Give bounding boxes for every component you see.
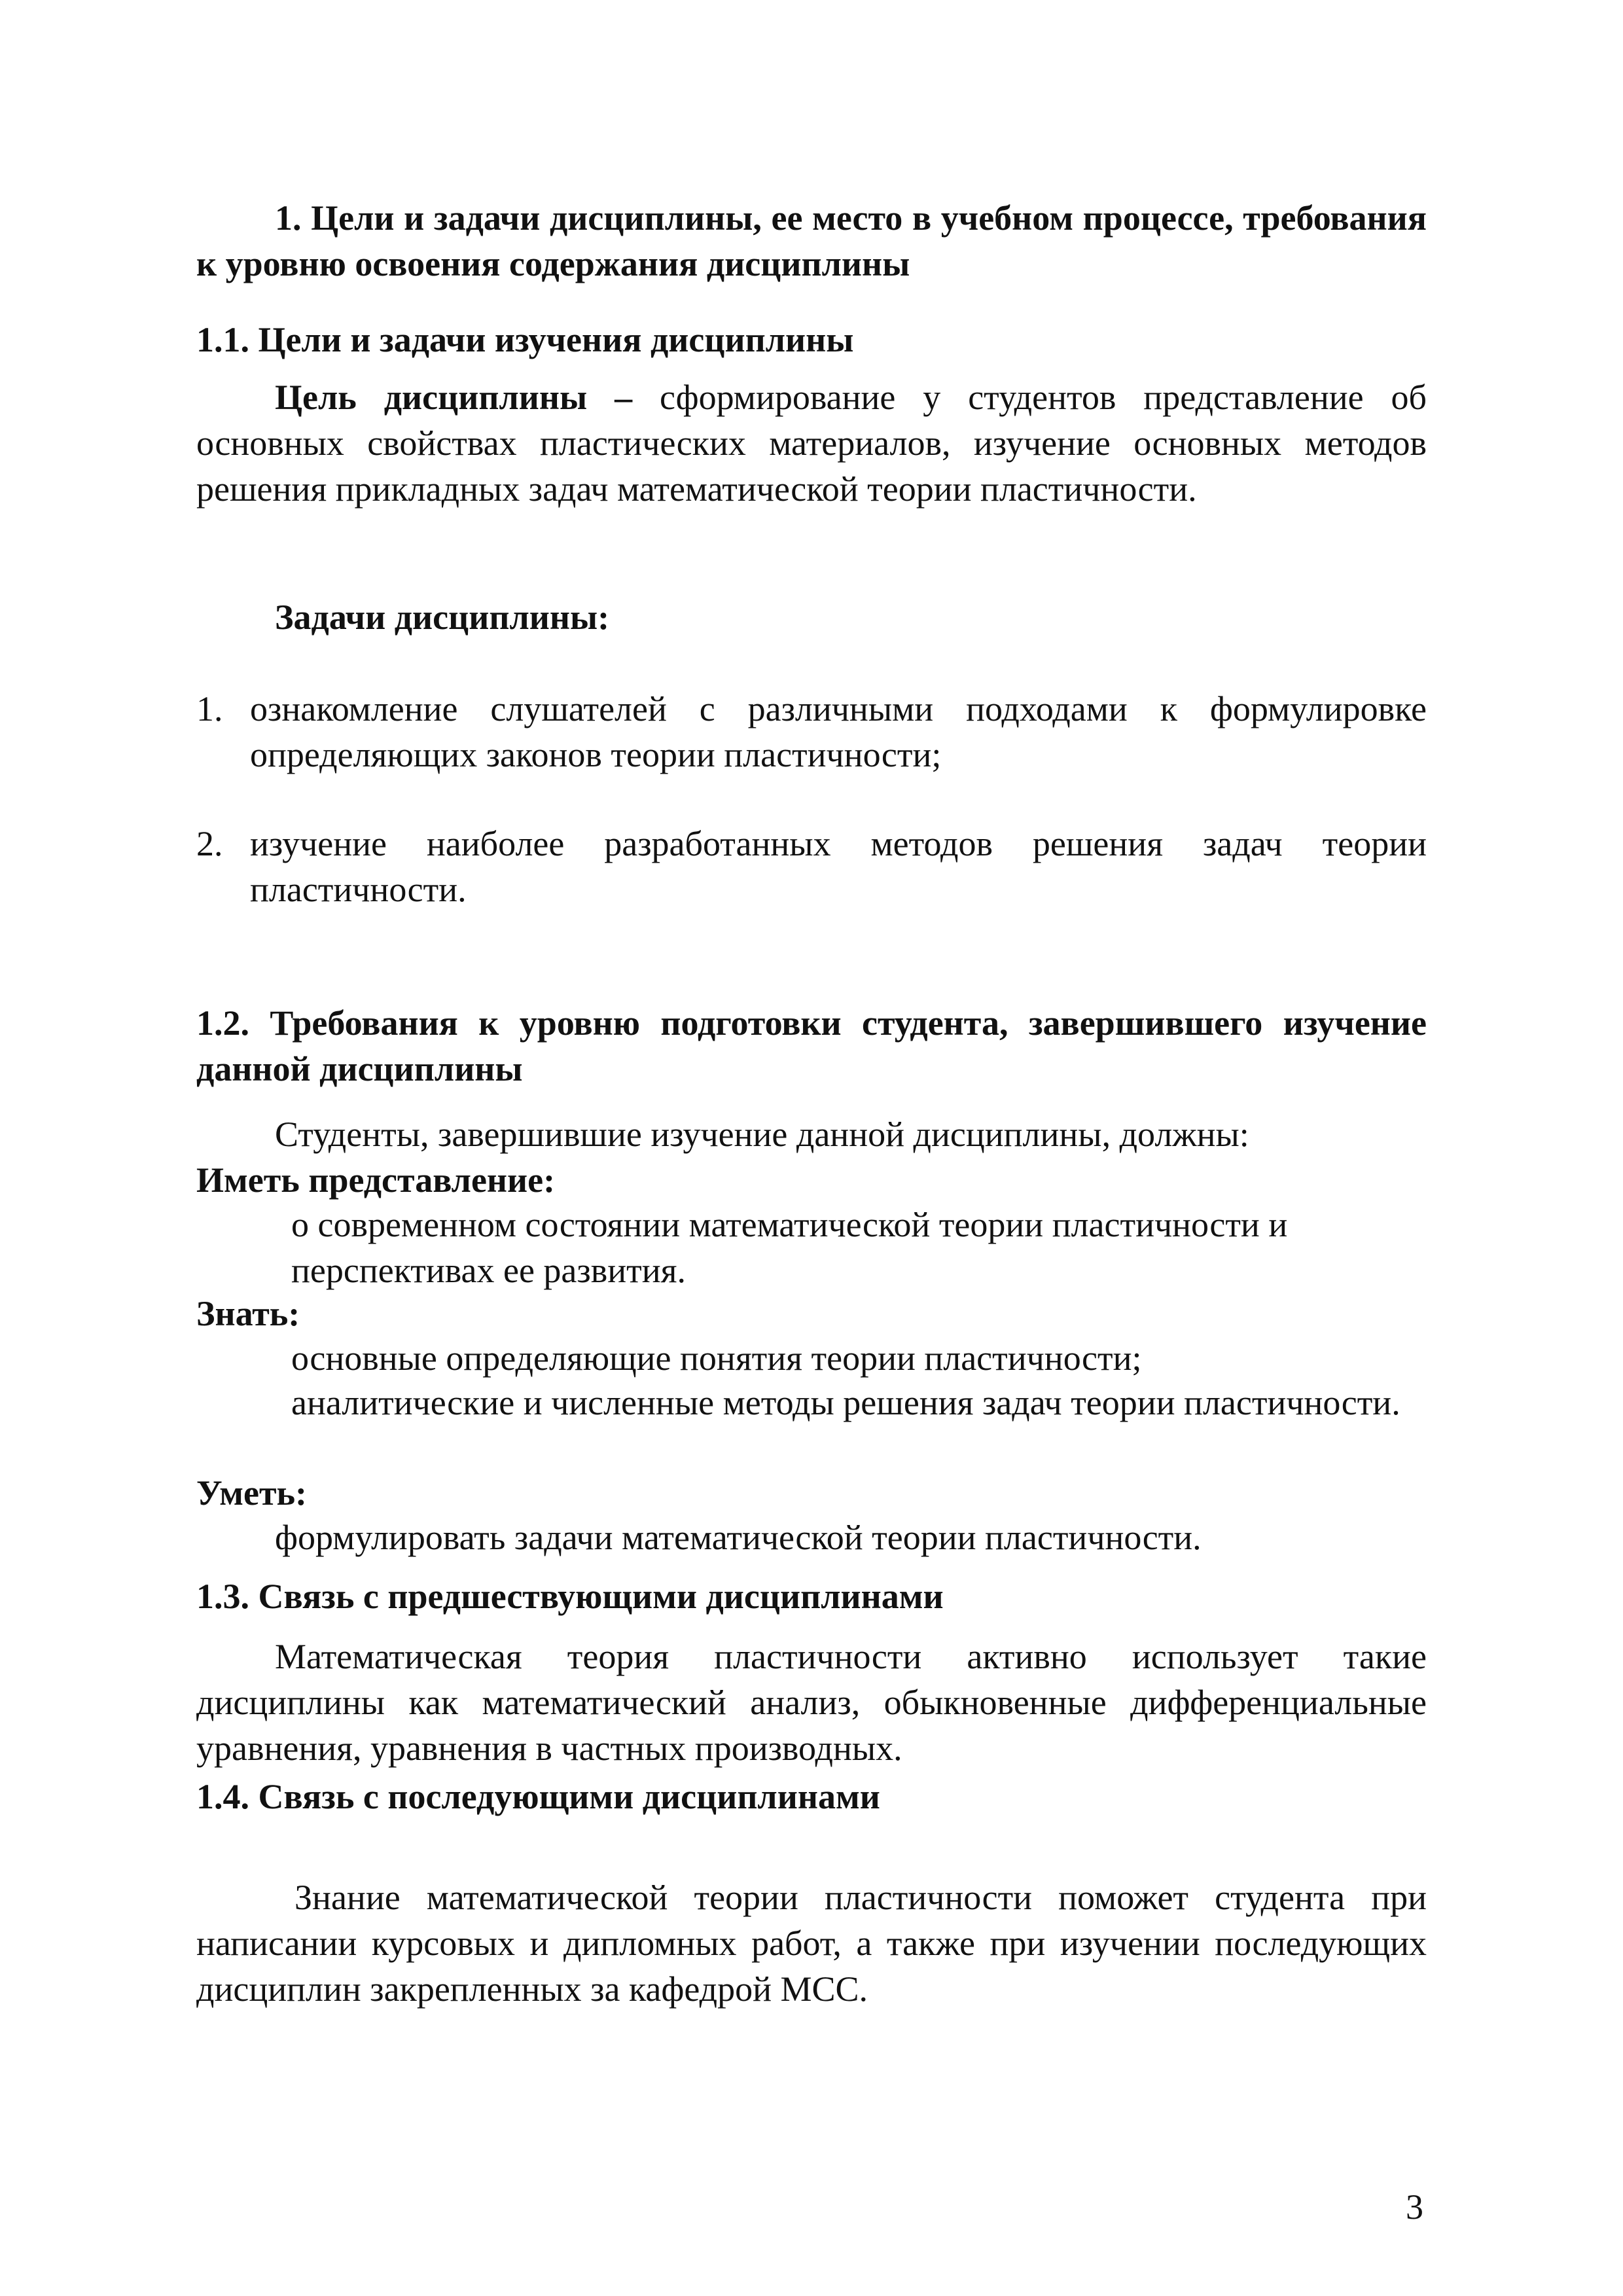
section-1-1-title: 1.1. Цели и задачи изучения дисциплины <box>196 320 854 359</box>
know-item: аналитические и численные методы решения задач теории пластичности. <box>291 1383 1400 1422</box>
have-label: Иметь представление: <box>196 1160 556 1200</box>
section-1-4-text: Знание математической теории пластичности поможет студента при написании курсовых и дипломных работ, а также при изучении последующих дисциплин закрепленных за кафедрой МСС. <box>196 1878 1427 2009</box>
goal-text: сформирование у студентов представление об основных свойствах пластических материалов, изучение основных методов решения прикладных задач математической теории пластичности. <box>196 378 1427 509</box>
section-1-2-title: 1.2. Требования к уровню подготовки студента, завершившего изучение данной дисциплины <box>196 1003 1427 1088</box>
have-text: о современном состоянии математической теории пластичности и перспективах ее развития. <box>291 1205 1288 1290</box>
able-text: формулировать задачи математической теории пластичности. <box>275 1518 1202 1557</box>
task-text: ознакомление слушателей с различными подходами к формулировке определяющих законов теории пластичности; <box>250 689 1427 774</box>
task-number: 2. <box>196 824 223 863</box>
section-1-3-title: 1.3. Связь с предшествующими дисциплинами <box>196 1577 944 1616</box>
goal-paragraph <box>196 374 1427 512</box>
goal-label: Цель дисциплины – <box>275 378 633 417</box>
task-number: 1. <box>196 689 223 728</box>
tasks-label: Задачи дисциплины: <box>275 598 610 637</box>
know-item: основные определяющие понятия теории пластичности; <box>291 1338 1142 1378</box>
able-label: Уметь: <box>196 1473 308 1513</box>
task-text: изучение наиболее разработанных методов решения задач теории пластичности. <box>250 824 1427 909</box>
section-1-3-text: Математическая теория пластичности активно использует такие дисциплины как математический анализ, обыкновенные дифференциальные уравнения, уравнения в частных производных. <box>196 1637 1427 1768</box>
know-label: Знать: <box>196 1294 300 1333</box>
section-1-4-title: 1.4. Связь с последующими дисциплинами <box>196 1777 880 1816</box>
section-1-title: 1. Цели и задачи дисциплины, ее место в учебном процессе, требования к уровню освоения содержания дисциплины <box>196 198 1427 283</box>
requirements-intro: Студенты, завершившие изучение данной дисциплины, должны: <box>275 1115 1249 1154</box>
page-number: 3 <box>1406 2187 1423 2227</box>
